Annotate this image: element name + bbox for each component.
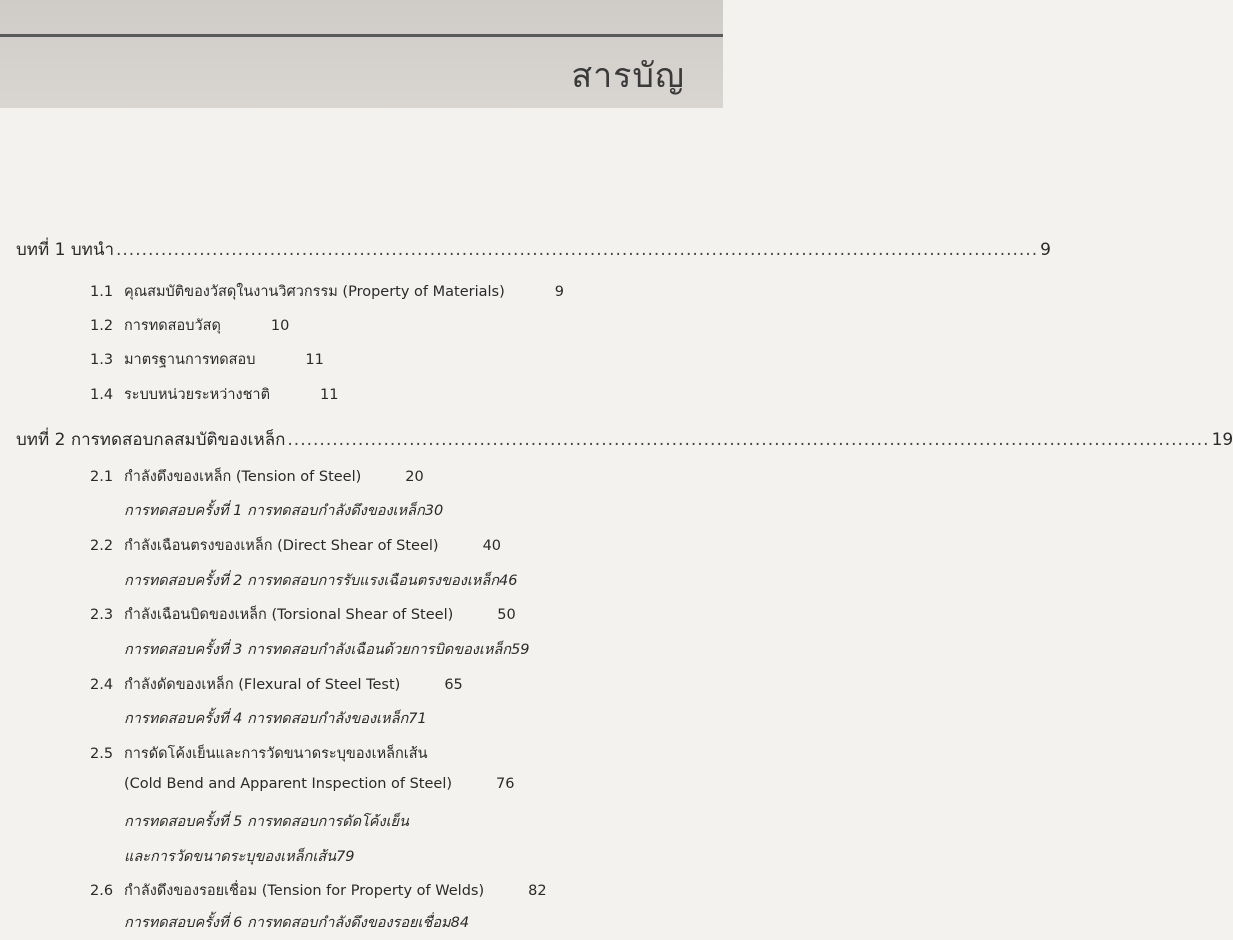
toc-test-5-cont[interactable] [124,845,355,868]
toc-test-3[interactable] [124,638,530,661]
entry-page: 82 [528,883,547,899]
entry-page: 10 [270,318,290,334]
toc-test-2[interactable] [124,569,517,592]
test-title-cont: และการวัดขนาดระบุของเหล็กเส้น [124,849,337,865]
toc-entry-2-4[interactable] [90,673,463,696]
test-title: การทดสอบครั้งที่ 1 การทดสอบกำลังดึงของเหล็ก [124,503,425,519]
toc-entry-2-3[interactable] [90,603,516,626]
entry-title: คุณสมบัติของวัสดุในงานวิศวกรรม (Property of Materials) [124,284,505,300]
toc-entry-2-1[interactable] [90,465,424,488]
chapter-1-heading[interactable] [16,236,1051,263]
entry-title: ระบบหน่วยระหว่างชาติ [124,387,270,403]
entry-page: 9 [554,284,564,300]
test-page: 79 [336,849,355,865]
test-page: 71 [408,711,427,727]
entry-title: กำลังเฉือนบิดของเหล็ก (Torsional Shear of Steel) [124,607,454,623]
chapter-page: 9 [1040,240,1051,260]
entry-page: 50 [497,607,516,623]
entry-number: 1.2 [90,318,114,334]
toc-entry-1-2[interactable] [90,314,289,337]
toc-entry-2-6[interactable] [90,879,547,902]
entry-number: 2.2 [90,538,114,554]
entry-page: 40 [482,538,502,554]
entry-title: กำลังดึงของรอยเชื่อม (Tension for Property of Welds) [124,883,485,899]
toc-entry-2-5-cont[interactable] [124,776,514,792]
test-title: การทดสอบครั้งที่ 4 การทดสอบกำลังของเหล็ก [124,711,409,727]
entry-number: 1.4 [90,387,114,403]
entry-title: กำลังดัดของเหล็ก (Flexural of Steel Test) [124,677,401,693]
header-rule [0,34,723,37]
entry-page: 65 [444,677,463,693]
chapter-label: บทที่ 2 การทดสอบกลสมบัติของเหล็ก [16,430,286,450]
entry-number: 2.5 [90,746,114,762]
test-page: 30 [424,503,444,519]
leader-dots: ................................................................................................................................................ [287,430,1210,450]
toc-test-4[interactable] [124,707,427,730]
chapter-page: 19 [1211,430,1233,450]
toc-entry-1-3[interactable] [90,348,324,371]
entry-number: 1.3 [90,352,114,368]
entry-title: การดัดโค้งเย็นและการวัดขนาดระบุของเหล็กเส้น [124,746,428,762]
entry-page: 11 [320,387,339,403]
toc-test-1[interactable] [124,499,443,522]
test-title: การทดสอบครั้งที่ 5 การทดสอบการดัดโค้งเย็น [124,814,409,830]
test-page: 46 [499,573,518,589]
test-title: การทดสอบครั้งที่ 6 การทดสอบกำลังดึงของรอยเชื่อม [124,915,451,931]
toc-entry-2-2[interactable] [90,534,501,557]
page-title: สารบัญ [571,56,685,96]
test-title: การทดสอบครั้งที่ 3 การทดสอบกำลังเฉือนด้วยการบิดของเหล็ก [124,642,512,658]
entry-page: 11 [305,352,324,368]
toc-test-6[interactable] [124,911,469,934]
toc-test-5[interactable] [124,810,409,833]
entry-title: มาตรฐานการทดสอบ [124,352,256,368]
entry-number: 2.3 [90,607,114,623]
entry-title: กำลังเฉือนตรงของเหล็ก (Direct Shear of Steel) [124,538,439,554]
test-title: การทดสอบครั้งที่ 2 การทดสอบการรับแรงเฉือนตรงของเหล็ก [124,573,499,589]
test-page: 59 [511,642,530,658]
entry-title-cont: (Cold Bend and Apparent Inspection of Steel) [124,776,453,792]
toc-entry-1-4[interactable] [90,383,338,406]
entry-number: 2.6 [90,883,114,899]
entry-page: 20 [405,469,424,485]
entry-title: กำลังดึงของเหล็ก (Tension of Steel) [124,469,362,485]
entry-number: 1.1 [90,284,114,300]
leader-dots: ................................................................................................................................................ [116,240,1039,260]
chapter-2-heading[interactable] [16,426,1233,453]
chapter-label: บทที่ 1 บทนำ [16,240,114,260]
test-page: 84 [450,915,470,931]
toc-entry-2-5[interactable] [90,742,428,765]
toc-entry-1-1[interactable] [90,280,564,303]
entry-number: 2.4 [90,677,114,693]
entry-title: การทดสอบวัสดุ [124,318,221,334]
entry-page: 76 [496,776,515,792]
entry-number: 2.1 [90,469,114,485]
